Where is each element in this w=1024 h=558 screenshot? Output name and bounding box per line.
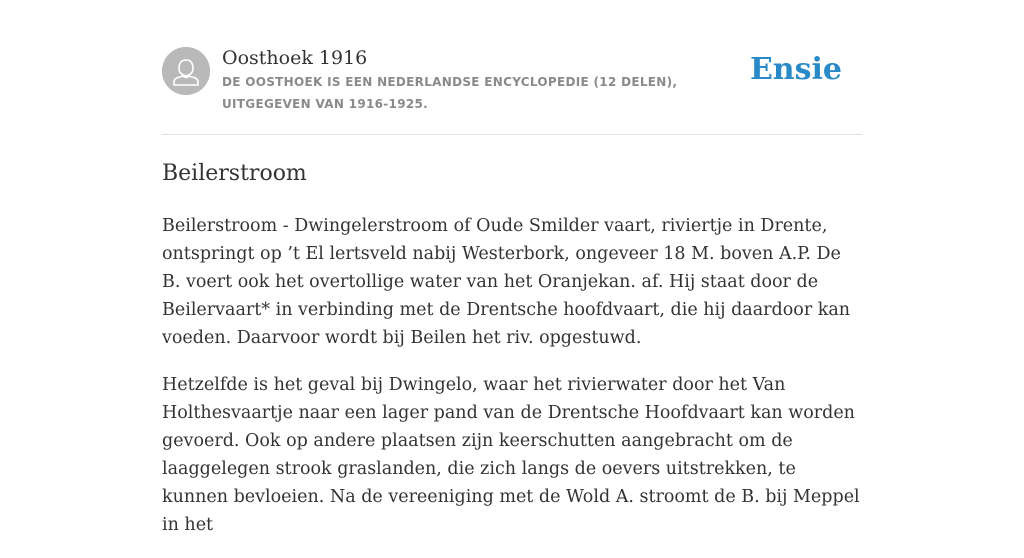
source-description: DE OOSTHOEK IS EEN NEDERLANDSE ENCYCLOPEDIE (12 DELEN), UITGEGEVEN VAN 1916-1925. bbox=[222, 75, 678, 111]
ensie-logo-link[interactable]: Ensie bbox=[749, 52, 842, 87]
content-container bbox=[162, 0, 862, 535]
source-header bbox=[162, 0, 862, 135]
source-avatar[interactable] bbox=[162, 47, 210, 95]
entry-title: Beilerstroom bbox=[162, 161, 307, 186]
user-icon bbox=[162, 47, 210, 95]
entry-paragraph: Hetzelfde is het geval bij Dwingelo, waar het rivierwater door het Van Holthesvaartje naar een lager pand van de Drentsche Hoofdvaart kan worden gevoerd. Ook op andere plaatsen zijn keerschutten aangebracht om de laaggelegen strook graslanden, die zich langs de oevers uitstrekken, te kunnen bevloeien. Na de vereeniging met de Wold A. stroomt de B. bij Meppel in het bbox=[162, 375, 860, 535]
entry-body bbox=[162, 212, 862, 558]
source-title[interactable]: Oosthoek 1916 bbox=[222, 47, 368, 69]
source-info bbox=[222, 45, 762, 115]
entry-paragraph: Beilerstroom - Dwingelerstroom of Oude Smilder vaart, riviertje in Drente, ontspringt op ’t El lertsveld nabij Westerbork, ongeveer 18 M. boven A.P. De B. voert ook het overtollige water van het Oranjekan. af. Hij staat door de Beilervaart* in verbinding met de Drentsche hoofdvaart, die hij daardoor kan voeden. Daarvoor wordt bij Beilen het riv. opgestuwd. bbox=[162, 216, 851, 348]
